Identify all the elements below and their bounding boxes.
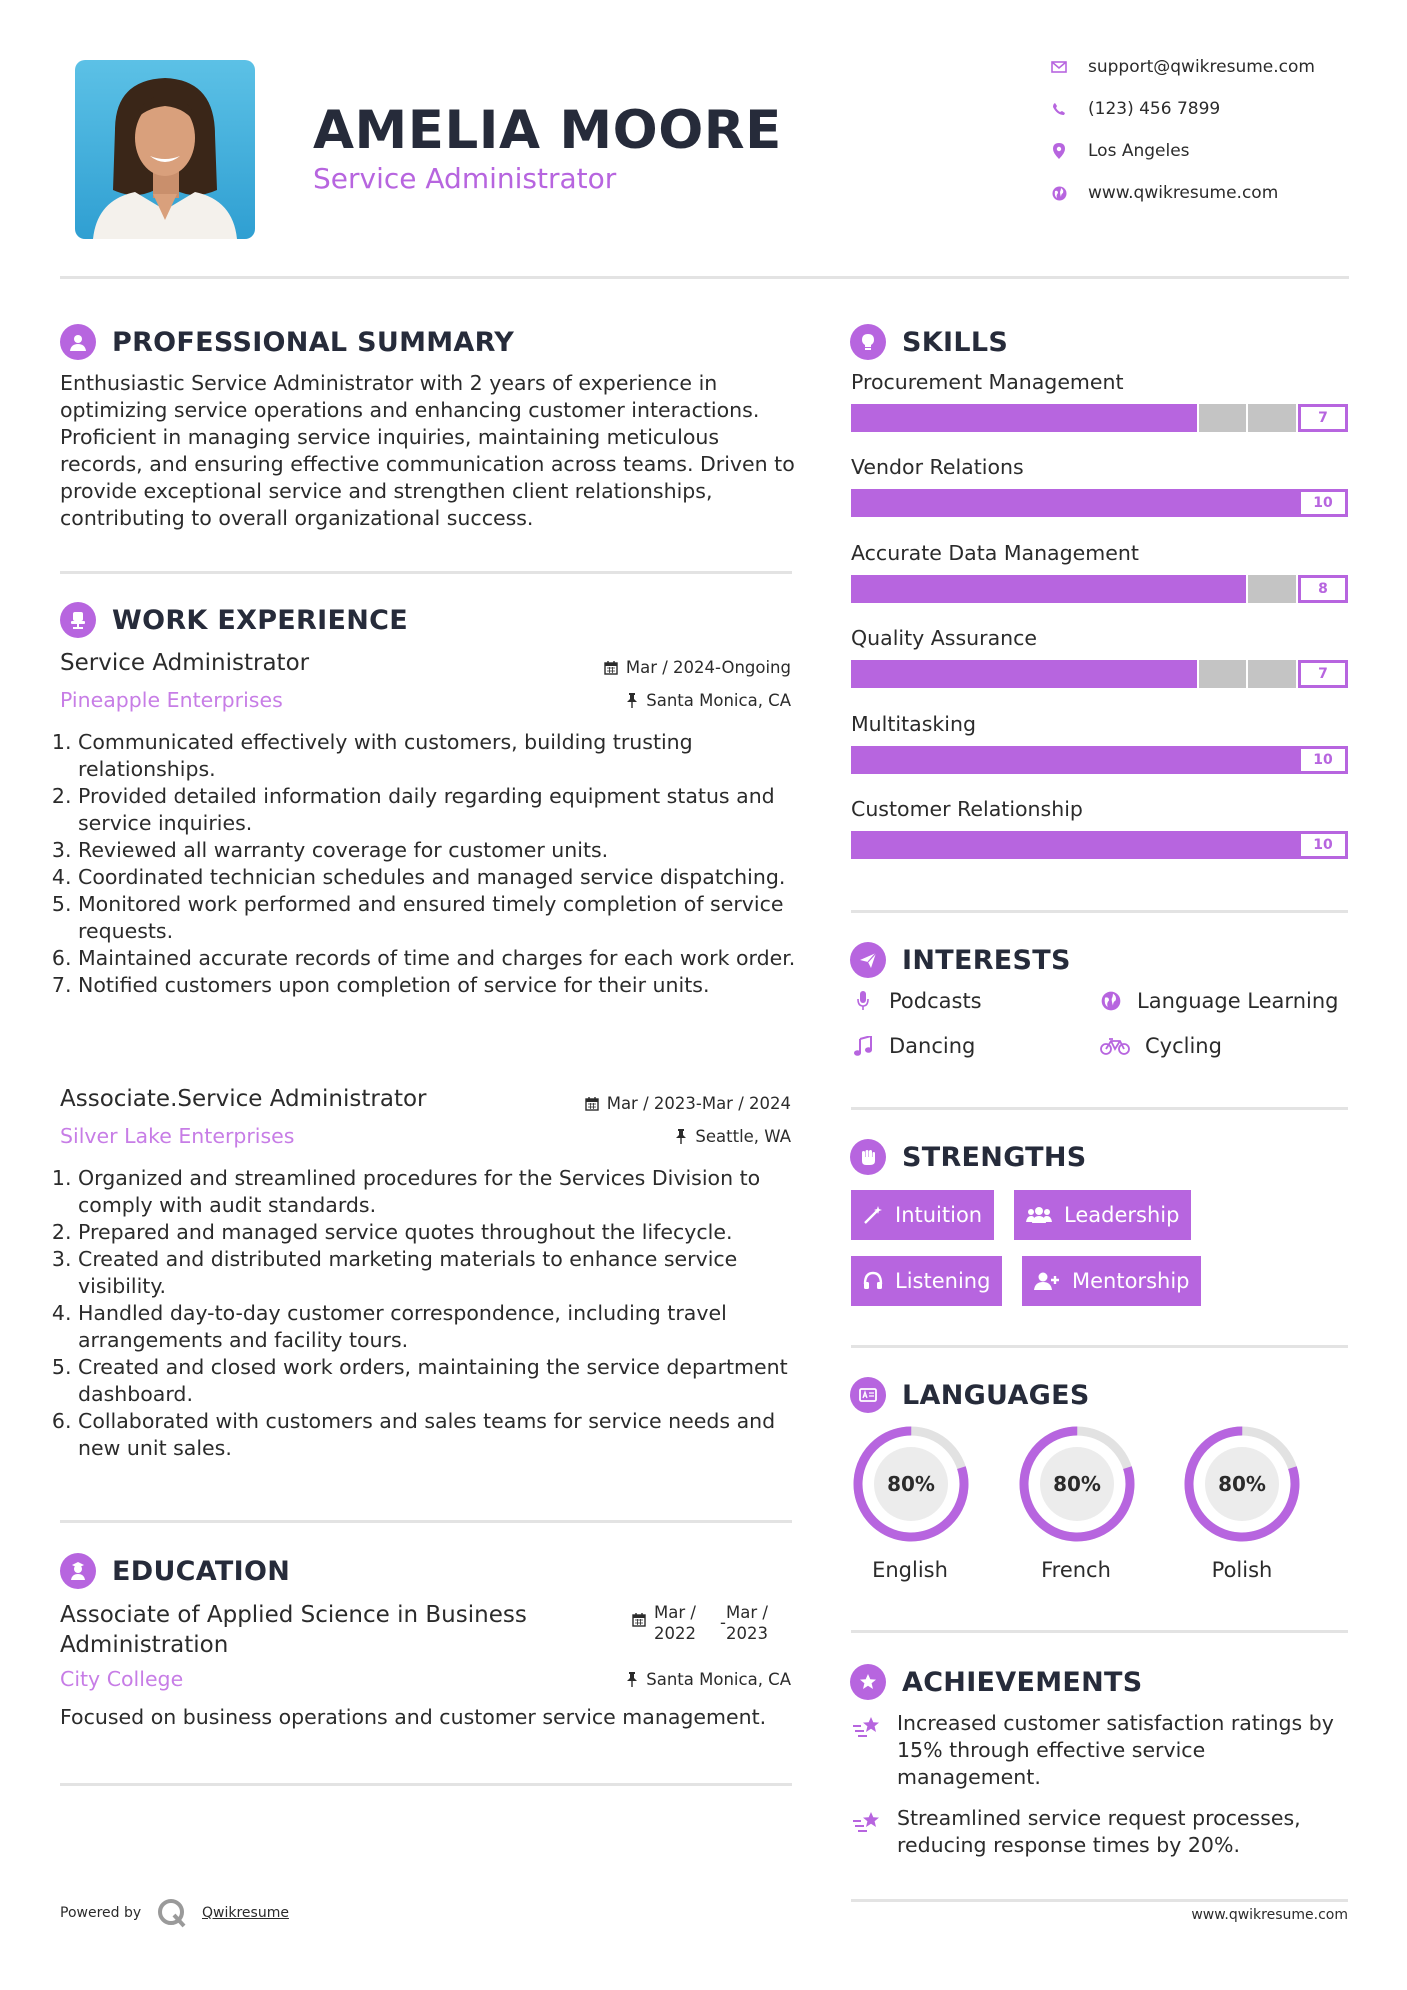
skill-bar-segment	[950, 489, 1000, 517]
skill-bar	[851, 831, 1348, 859]
skill-bar-segment	[851, 489, 901, 517]
job-2-title: Associate.Service Administrator	[60, 1086, 427, 1112]
education-date-separator: -	[720, 1613, 726, 1632]
experience-title: WORK EXPERIENCE	[112, 604, 408, 636]
summary-header	[60, 324, 514, 360]
bicycle-icon	[1099, 1037, 1131, 1055]
language-percent: 80%	[887, 1472, 935, 1496]
strength-mentorship	[1022, 1256, 1201, 1306]
skill-bar-segment	[1050, 575, 1100, 603]
skill-bar-segment	[1248, 575, 1298, 603]
envelope-icon	[1050, 58, 1068, 76]
strengths-title: STRENGTHS	[902, 1141, 1087, 1173]
achievement-text: Streamlined service request processes, reducing response times by 20%.	[897, 1806, 1301, 1857]
graduate-icon	[60, 1553, 96, 1589]
interests-divider	[851, 1107, 1348, 1110]
skill-item	[851, 712, 1348, 774]
skill-level-badge: 7	[1298, 660, 1348, 688]
globe-icon	[1099, 991, 1123, 1011]
skill-bar-segment	[901, 575, 951, 603]
education-header	[60, 1553, 290, 1589]
list-item: 1. Organized and streamlined procedures for the Services Division to comply with audit standards.	[78, 1165, 800, 1219]
strength-label: Intuition	[895, 1203, 983, 1227]
shooting-star-icon	[851, 1714, 883, 1740]
skill-bar	[851, 746, 1348, 774]
skill-name: Procurement Management	[851, 370, 1124, 394]
fist-icon	[850, 1139, 886, 1175]
skill-name: Customer Relationship	[851, 797, 1083, 821]
skill-bar-segment	[1099, 489, 1149, 517]
skill-bar-segment	[1199, 404, 1249, 432]
language-card-icon	[850, 1377, 886, 1413]
list-item: 1. Communicated effectively with customers, building trusting relationships.	[78, 729, 800, 783]
skill-item	[851, 626, 1348, 688]
skill-bar-segment	[1248, 489, 1298, 517]
contact-phone-text: (123) 456 7899	[1088, 99, 1221, 119]
list-item: 5. Monitored work performed and ensured timely completion of service requests.	[78, 891, 800, 945]
interest-language-learning	[1099, 989, 1338, 1013]
skill-name: Accurate Data Management	[851, 540, 1139, 565]
strength-leadership	[1014, 1190, 1191, 1240]
skill-bar-segment	[901, 489, 951, 517]
job-2-responsibilities	[60, 1165, 800, 1462]
contact-website[interactable]	[1050, 183, 1370, 203]
list-item: 5. Created and closed work orders, maintaining the service department dashboard.	[78, 1354, 800, 1408]
languages-title: LANGUAGES	[902, 1379, 1090, 1411]
skill-bar-segment	[1050, 404, 1100, 432]
skill-bar-segment	[901, 660, 951, 688]
skill-bar	[851, 575, 1348, 603]
skill-bar-segment	[1000, 489, 1050, 517]
achievements-title: ACHIEVEMENTS	[902, 1666, 1143, 1698]
education-degree-line-2: Administration	[60, 1632, 229, 1658]
achievements-header	[850, 1664, 1143, 1700]
shooting-star-icon	[851, 1809, 883, 1835]
interests-title: INTERESTS	[902, 944, 1071, 976]
contact-email-text: support@qwikresume.com	[1088, 57, 1315, 77]
skill-bar-segment	[901, 746, 951, 774]
education-date-start: Mar / 2022	[654, 1603, 696, 1643]
strength-label: Mentorship	[1072, 1269, 1190, 1293]
achievement-text: Increased customer satisfaction ratings by 15% through effective service management.	[897, 1711, 1334, 1789]
strengths-header	[850, 1139, 1087, 1175]
skill-bar-segment	[1199, 660, 1249, 688]
skill-bar-segment	[1199, 575, 1249, 603]
language-percent: 80%	[1218, 1472, 1266, 1496]
skill-bar-segment	[1248, 831, 1298, 859]
skill-bar-segment	[1248, 660, 1298, 688]
strengths-divider	[851, 1345, 1348, 1348]
list-item: 2. Provided detailed information daily regarding equipment status and service inquiries.	[78, 783, 800, 837]
job-1-location-text: Santa Monica, CA	[646, 691, 791, 710]
powered-by-text: Powered by	[60, 1905, 142, 1921]
interest-cycling	[1099, 1034, 1222, 1058]
languages-header	[850, 1377, 1090, 1413]
skill-bar-segment	[901, 404, 951, 432]
skill-item	[851, 370, 1348, 432]
skill-bar-segment	[1149, 575, 1199, 603]
strength-intuition	[851, 1190, 994, 1240]
contact-website-text: www.qwikresume.com	[1088, 183, 1279, 203]
education-school: City College	[60, 1667, 184, 1691]
skills-header	[850, 324, 1008, 360]
skill-level-badge: 10	[1298, 489, 1348, 517]
summary-text: Enthusiastic Service Administrator with 2 years of experience in optimizing service operations and enhancing customer interactions. Proficient in managing service inquiries, maintaining meticulous records, and ensuring effective communication across teams. Driven to provide exceptional service and strengthen client relationships, contributing to overall organizational success.	[60, 371, 795, 530]
skill-bar-segment	[950, 746, 1000, 774]
skill-item	[851, 541, 1348, 603]
qwikresume-link[interactable]: Qwikresume	[202, 1905, 289, 1921]
user-icon	[60, 324, 96, 360]
skill-item	[851, 455, 1348, 517]
skill-bar-segment	[1149, 746, 1199, 774]
job-1-title: Service Administrator	[60, 650, 310, 676]
candidate-role: Service Administrator	[313, 162, 617, 195]
skill-bar-segment	[1050, 660, 1100, 688]
languages-divider	[851, 1630, 1348, 1633]
location-pin-icon	[1050, 142, 1068, 160]
skill-name: Multitasking	[851, 711, 976, 736]
skill-bar-segment	[851, 831, 901, 859]
skill-level-badge: 8	[1298, 575, 1348, 603]
calendar-icon	[604, 661, 618, 675]
headphones-icon	[863, 1271, 883, 1291]
language-percent: 80%	[1053, 1472, 1101, 1496]
skill-bar-segment	[1000, 831, 1050, 859]
education-location	[500, 1670, 791, 1689]
job-1-date	[500, 658, 791, 677]
skill-bar-segment	[1000, 660, 1050, 688]
skill-bar-segment	[1000, 746, 1050, 774]
interests-header	[850, 942, 1071, 978]
job-1-responsibilities	[60, 729, 800, 999]
magic-wand-icon	[863, 1205, 883, 1225]
languages-list	[850, 1423, 1350, 1573]
interest-label: Dancing	[889, 1034, 976, 1058]
achievements-divider	[851, 1899, 1348, 1902]
list-item: 4. Coordinated technician schedules and managed service dispatching.	[78, 864, 800, 891]
education-degree	[60, 1600, 600, 1660]
list-item: 3. Created and distributed marketing materials to enhance service visibility.	[78, 1246, 800, 1300]
skill-bar-segment	[1000, 575, 1050, 603]
interest-podcasts	[851, 989, 982, 1013]
skill-bar-segment	[851, 746, 901, 774]
header-divider	[60, 276, 1349, 279]
skill-bar-segment	[1050, 831, 1100, 859]
pushpin-icon	[626, 1672, 638, 1687]
globe-icon	[1050, 184, 1068, 202]
experience-header	[60, 602, 408, 638]
skill-bar-segment	[1099, 575, 1149, 603]
skills-title: SKILLS	[902, 326, 1009, 358]
job-2-date-text: Mar / 2023-Mar / 2024	[606, 1094, 791, 1113]
list-item: 7. Notified customers upon completion of service for their units.	[78, 972, 800, 999]
skill-bar-segment	[1099, 746, 1149, 774]
skill-bar	[851, 660, 1348, 688]
education-degree-line-1: Associate of Applied Science in Business	[60, 1602, 527, 1628]
list-item: 6. Collaborated with customers and sales teams for service needs and new unit sales.	[78, 1408, 800, 1462]
skill-bar-segment	[851, 660, 901, 688]
job-2-location-text: Seattle, WA	[695, 1127, 791, 1146]
skill-bar-segment	[950, 404, 1000, 432]
skills-divider	[851, 910, 1348, 913]
skill-bar-segment	[1248, 746, 1298, 774]
language-label-french: French	[1041, 1558, 1111, 1582]
strength-label: Listening	[895, 1269, 991, 1293]
interest-label: Cycling	[1145, 1034, 1222, 1058]
language-rings	[850, 1423, 1350, 1573]
summary-title: PROFESSIONAL SUMMARY	[112, 326, 515, 358]
skill-bar-segment	[851, 404, 901, 432]
job-1-location	[500, 691, 791, 710]
skill-level-badge: 7	[1298, 404, 1348, 432]
strength-label: Leadership	[1064, 1203, 1180, 1227]
skill-bar-segment	[901, 831, 951, 859]
language-label-polish: Polish	[1211, 1558, 1273, 1582]
skill-bar-segment	[1199, 489, 1249, 517]
skill-bar-segment	[1199, 746, 1249, 774]
education-divider	[60, 1783, 792, 1786]
skill-bar-segment	[950, 831, 1000, 859]
achievement-1	[851, 1710, 1351, 1791]
chair-icon	[60, 602, 96, 638]
education-date	[632, 1602, 776, 1644]
education-location-text: Santa Monica, CA	[646, 1670, 791, 1689]
contact-location	[1050, 141, 1370, 161]
skill-name: Vendor Relations	[851, 455, 1024, 480]
skill-level-badge: 10	[1298, 746, 1348, 774]
skill-bar-segment	[1199, 831, 1249, 859]
interest-dancing	[851, 1034, 975, 1058]
interest-label: Language Learning	[1137, 989, 1339, 1013]
contact-email[interactable]	[1050, 57, 1370, 77]
education-date-end: Mar / 2023	[726, 1603, 768, 1643]
education-title: EDUCATION	[112, 1555, 291, 1587]
contact-phone[interactable]	[1050, 99, 1370, 119]
skill-bar-segment	[1099, 660, 1149, 688]
job-1-company: Pineapple Enterprises	[60, 688, 283, 712]
experience-divider	[60, 1520, 792, 1523]
skill-bar-segment	[950, 660, 1000, 688]
skill-bar-segment	[1099, 831, 1149, 859]
lightbulb-icon	[850, 324, 886, 360]
job-2-company: Silver Lake Enterprises	[60, 1124, 295, 1148]
list-item: 6. Maintained accurate records of time and charges for each work order.	[78, 945, 800, 972]
skill-level-badge: 10	[1298, 831, 1348, 859]
calendar-icon	[632, 1613, 646, 1627]
summary-divider	[60, 571, 792, 574]
job-2-date	[500, 1094, 791, 1113]
phone-icon	[1050, 100, 1068, 118]
skill-bar-segment	[1050, 489, 1100, 517]
job-1-date-text: Mar / 2024-Ongoing	[625, 658, 791, 677]
pushpin-icon	[626, 693, 638, 708]
candidate-name: AMELIA MOORE	[313, 100, 782, 161]
skill-bar-segment	[1149, 831, 1199, 859]
strength-listening	[851, 1256, 1002, 1306]
list-item: 3. Reviewed all warranty coverage for customer units.	[78, 837, 800, 864]
list-item: 2. Prepared and managed service quotes throughout the lifecycle.	[78, 1219, 800, 1246]
skill-bar	[851, 489, 1348, 517]
profile-photo	[75, 60, 255, 239]
paper-plane-icon	[850, 942, 886, 978]
skill-bar-segment	[1099, 404, 1149, 432]
skill-bar-segment	[1149, 660, 1199, 688]
interest-label: Podcasts	[889, 989, 982, 1013]
skill-bar-segment	[950, 575, 1000, 603]
language-label-english: English	[872, 1558, 948, 1582]
user-plus-icon	[1034, 1271, 1060, 1291]
skill-bar	[851, 404, 1348, 432]
education-description: Focused on business operations and customer service management.	[60, 1705, 767, 1729]
skill-bar-segment	[1050, 746, 1100, 774]
users-icon	[1026, 1205, 1052, 1225]
skill-bar-segment	[851, 575, 901, 603]
skill-name: Quality Assurance	[851, 626, 1038, 651]
achievement-2	[851, 1805, 1351, 1859]
skill-bar-segment	[1000, 404, 1050, 432]
skill-item	[851, 797, 1348, 859]
skill-bar-segment	[1149, 404, 1199, 432]
star-badge-icon	[850, 1664, 886, 1700]
list-item: 4. Handled day-to-day customer correspondence, including travel arrangements and facility tours.	[78, 1300, 800, 1354]
qwikresume-logo-icon	[156, 1897, 188, 1933]
contact-location-text: Los Angeles	[1088, 141, 1190, 161]
job-2-location	[500, 1127, 791, 1146]
music-note-icon	[851, 1036, 875, 1056]
skill-bar-segment	[1248, 404, 1298, 432]
calendar-icon	[585, 1097, 599, 1111]
microphone-icon	[851, 991, 875, 1011]
pushpin-icon	[675, 1129, 687, 1144]
skill-bar-segment	[1149, 489, 1199, 517]
footer-website-link[interactable]: www.qwikresume.com	[1191, 1907, 1348, 1923]
